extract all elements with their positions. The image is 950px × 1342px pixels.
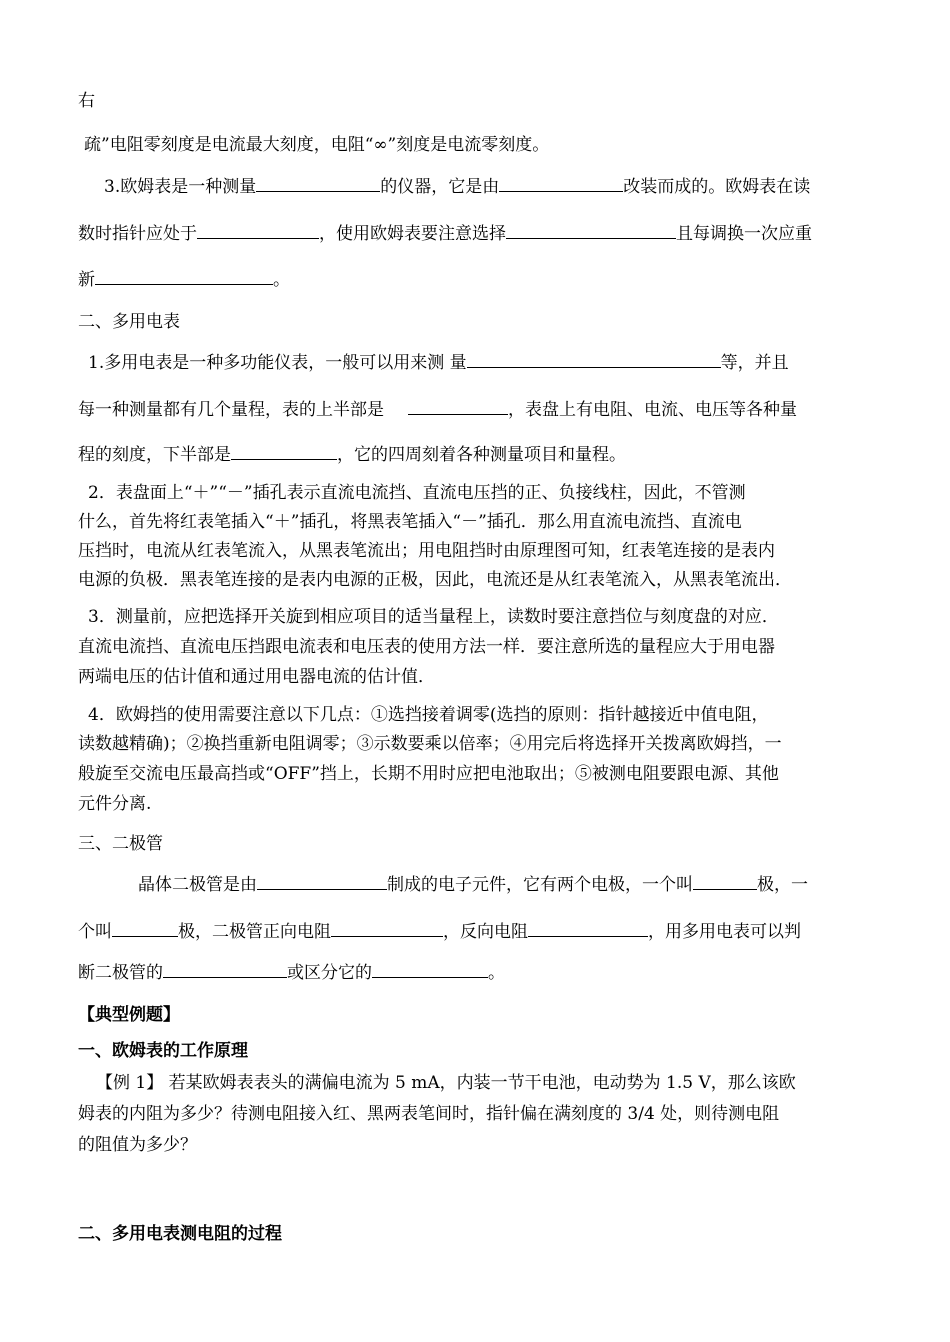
paragraph-line: 2．表盘面上“＋”“－”插孔表示直流电流挡、直流电压挡的正、负接线柱，因此，不管测 — [88, 483, 746, 503]
section-heading: 二、多用电表 — [78, 312, 180, 332]
blank[interactable] — [231, 444, 337, 460]
examples-subheading: 二、多用电表测电阻的过程 — [78, 1224, 282, 1244]
question-3-line-3: 新 。 — [78, 270, 290, 290]
paragraph-line: 元件分离. — [78, 794, 152, 814]
blank[interactable] — [506, 223, 676, 239]
paragraph-line: 3．测量前，应把选择开关旋到相应项目的适当量程上，读数时要注意挡位与刻度盘的对应． — [88, 607, 779, 627]
blank[interactable] — [112, 921, 178, 937]
example-1-line: 的阻值为多少？ — [78, 1135, 197, 1155]
blank[interactable] — [331, 921, 443, 937]
diode-line-2: 个叫 极，二极管正向电阻 ，反向电阻 ，用多用电表可以判 — [78, 922, 801, 942]
examples-heading: 【典型例题】 — [78, 1005, 180, 1025]
s2-q1-line-1: 1.多用电表是一种多功能仪表，一般可以用来测 量 等，并且 — [88, 353, 789, 373]
paragraph-line: 什么，首先将红表笔插入“＋”插孔，将黑表笔插入“－”插孔．那么用直流电流挡、直流电 — [78, 512, 742, 532]
paragraph-line: 电源的负极．黑表笔连接的是表内电源的正极，因此，电流还是从红表笔流入，从黑表笔流出． — [78, 570, 792, 590]
question-3-line-1: 3.欧姆表是一种测量 的仪器，它是由 改装而成的。欧姆表在读 — [104, 177, 811, 197]
s2-q1-line-3: 程的刻度，下半部是 ，它的四周刻着各种测量项目和量程。 — [78, 445, 626, 465]
diode-line-3: 断二极管的 或区分它的 。 — [78, 963, 505, 983]
blank[interactable] — [528, 921, 648, 937]
paragraph-line: 4．欧姆挡的使用需要注意以下几点：①选挡接着调零(选挡的原则：指针越接近中值电阻， — [88, 705, 769, 725]
paragraph-line: 读数越精确)；②换挡重新电阻调零；③示数要乘以倍率；④用完后将选择开关拨离欧姆挡，一 — [78, 734, 782, 754]
example-1-line: 姆表的内阻为多少？待测电阻接入红、黑两表笔间时，指针偏在满刻度的 3/4 处，则待测电阻 — [78, 1104, 780, 1124]
paragraph-line: 压挡时，电流从红表笔流入，从黑表笔流出；用电阻挡时由原理图可知，红表笔连接的是表内 — [78, 541, 775, 561]
blank[interactable] — [197, 223, 319, 239]
blank[interactable] — [693, 874, 757, 890]
blank[interactable] — [256, 176, 380, 192]
paragraph-line: 两端电压的估计值和通过用电器电流的估计值． — [78, 667, 435, 687]
blank[interactable] — [372, 962, 488, 978]
text-line: 疏”电阻零刻度是电流最大刻度，电阻“∞”刻度是电流零刻度。 — [84, 135, 550, 155]
blank[interactable] — [257, 874, 387, 890]
blank[interactable] — [163, 962, 287, 978]
examples-subheading: 一、欧姆表的工作原理 — [78, 1041, 248, 1061]
blank[interactable] — [467, 352, 721, 368]
blank[interactable] — [499, 176, 623, 192]
diode-line-1: 晶体二极管是由 制成的电子元件，它有两个电极，一个叫 极，一 — [138, 875, 808, 895]
question-3-line-2: 数时指针应处于 ，使用欧姆表要注意选择 且每调换一次应重 — [78, 224, 812, 244]
example-1-line: 【例 1】 若某欧姆表表头的满偏电流为 5 mA，内装一节干电池，电动势为 1.5 V，那么该欧 — [96, 1073, 796, 1093]
section-heading: 三、二极管 — [78, 834, 163, 854]
blank[interactable] — [95, 269, 273, 285]
text-line: 右 — [78, 91, 95, 111]
s2-q1-line-2: 每一种测量都有几个量程，表的上半部是 ，表盘上有电阻、电流、电压等各种量 — [78, 400, 797, 420]
paragraph-line: 般旋至交流电压最高挡或“OFF”挡上，长期不用时应把电池取出；⑤被测电阻要跟电源、其他 — [78, 764, 779, 784]
paragraph-line: 直流电流挡、直流电压挡跟电流表和电压表的使用方法一样．要注意所选的量程应大于用电器 — [78, 637, 775, 657]
blank[interactable] — [408, 399, 508, 415]
